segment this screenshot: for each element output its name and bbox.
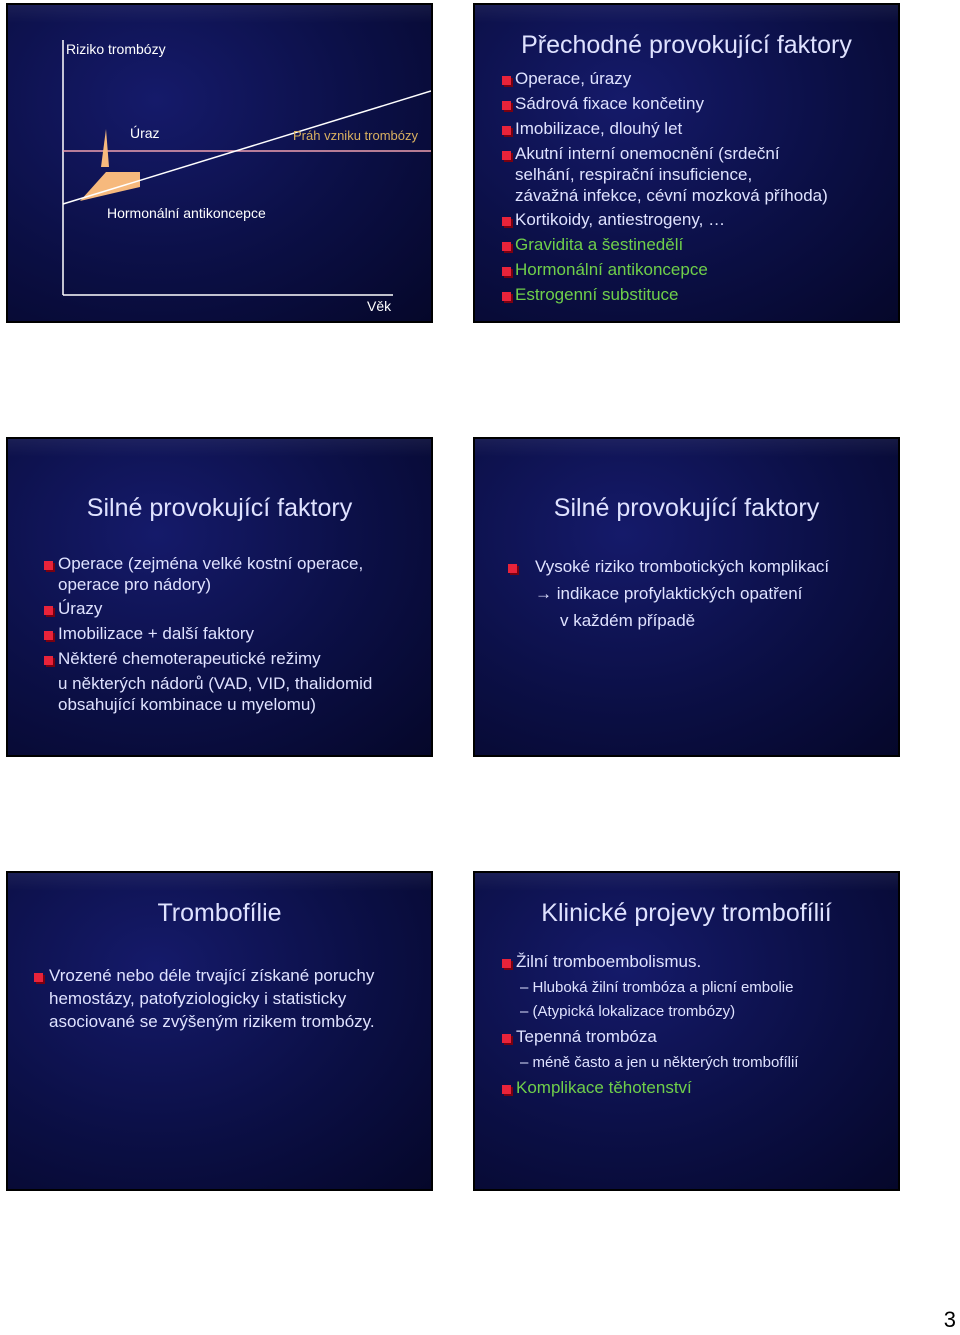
- slide-title: Přechodné provokující faktory: [521, 31, 852, 59]
- slide-title: Silné provokující faktory: [553, 494, 820, 522]
- list-item: Kortikoidy, antiestrogeny, …: [515, 210, 726, 229]
- list-item: Akutní interní onemocnění (srdeční: [515, 144, 780, 163]
- slide-clinical-manifestations: [473, 871, 900, 1191]
- list-item-continuation: v každém případě: [560, 611, 696, 630]
- threshold-label: Práh vzniku trombózy: [293, 128, 418, 143]
- list-item: Tepenná trombóza: [516, 1027, 657, 1046]
- list-item-continuation: asociované se zvýšeným rizikem trombózy.: [49, 1012, 375, 1031]
- trauma-spike: [101, 129, 109, 167]
- bullet-icon: [502, 959, 511, 968]
- bullet-icon: [44, 656, 53, 665]
- slide-title: Silné provokující faktory: [86, 494, 353, 522]
- bullet-icon: [502, 151, 511, 160]
- hormonal-label: Hormonální antikoncepce: [107, 205, 266, 221]
- x-axis-label: Věk: [367, 298, 392, 314]
- list-item-continuation: u některých nádorů (VAD, VID, thalidomid: [58, 674, 373, 693]
- bullet-icon: [502, 1034, 511, 1043]
- bullet-icon: [508, 564, 517, 573]
- list-item-continuation: selhání, respirační insuficience,: [515, 165, 753, 184]
- bullet-icon: [44, 606, 53, 615]
- list-item-continuation: závažná infekce, cévní mozková příhoda): [515, 186, 828, 205]
- bullet-icon: [502, 267, 511, 276]
- list-item: Gravidita a šestinedělí: [515, 235, 684, 254]
- list-item: Operace (zejména velké kostní operace,: [58, 554, 364, 573]
- bullet-icon: [502, 101, 511, 110]
- bullet-icon: [502, 1085, 511, 1094]
- list-item: Vrozené nebo déle trvající získané poruchy: [49, 966, 375, 985]
- list-item: Hormonální antikoncepce: [515, 260, 708, 279]
- list-item: Imobilizace + další faktory: [58, 624, 255, 643]
- bullet-icon: [502, 242, 511, 251]
- list-item: Estrogenní substituce: [515, 285, 679, 304]
- slide-thrombophilia: [6, 871, 433, 1191]
- list-item: Sádrová fixace končetiny: [515, 94, 704, 113]
- sub-list-item: – méně často a jen u některých trombofílií: [520, 1054, 799, 1071]
- list-item: Operace, úrazy: [515, 69, 632, 88]
- list-item: Některé chemoterapeutické režimy: [58, 649, 321, 668]
- list-item-continuation: → indikace profylaktických opatření: [535, 584, 803, 603]
- bullet-icon: [502, 126, 511, 135]
- slide-transient-factors: [473, 3, 900, 323]
- bullet-icon: [44, 561, 53, 570]
- list-item-continuation: obsahující kombinace u myelomu): [58, 695, 316, 714]
- slide-strong-factors-recommendation: [473, 437, 900, 757]
- list-item: Žilní tromboembolismus.: [516, 952, 702, 971]
- y-axis-label: Riziko trombózy: [66, 41, 166, 57]
- bullet-icon: [502, 76, 511, 85]
- bullet-icon: [502, 217, 511, 226]
- list-item: Úrazy: [58, 599, 103, 618]
- page-number: 3: [943, 1307, 956, 1332]
- sub-list-item: – Hluboká žilní trombóza a plicní embolie: [520, 979, 794, 996]
- bullet-icon: [34, 973, 43, 982]
- list-item: Komplikace těhotenství: [516, 1078, 692, 1097]
- slide-thrombosis-risk-diagram: [6, 3, 433, 323]
- list-item: Imobilizace, dlouhý let: [515, 119, 683, 138]
- sub-list-item: – (Atypická lokalizace trombózy): [520, 1003, 736, 1020]
- slide-strong-factors: [6, 437, 433, 757]
- age-risk-line: [63, 91, 431, 204]
- bullet-icon: [502, 292, 511, 301]
- trauma-label: Úraz: [130, 125, 160, 141]
- slide-title: Trombofílie: [157, 899, 282, 927]
- list-item: Vysoké riziko trombotických komplikací: [535, 557, 830, 576]
- list-item-continuation: operace pro nádory): [58, 575, 212, 594]
- list-item-continuation: hemostázy, patofyziologicky i statisticky: [49, 989, 347, 1008]
- bullet-icon: [44, 631, 53, 640]
- slide-title: Klinické projevy trombofílií: [541, 899, 832, 927]
